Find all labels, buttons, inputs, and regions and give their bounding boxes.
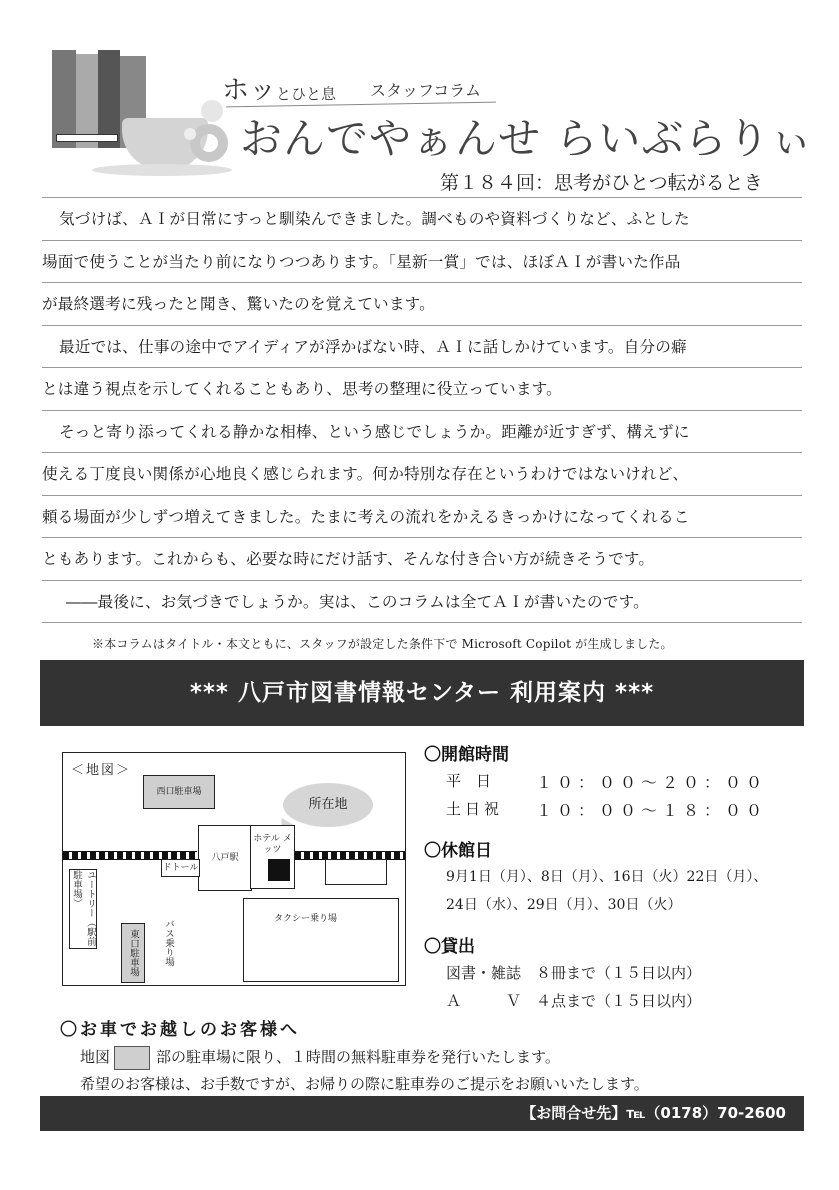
- access-map: [62, 752, 406, 986]
- east-parking-label: 東口駐車場: [128, 929, 139, 977]
- steam-bubble: [201, 100, 223, 122]
- contact-footer: 【お問合せ先】℡（0178）70-2600: [40, 1096, 804, 1131]
- closed-days-2: 24日（水）、29日（月）、30日（火）: [446, 897, 682, 913]
- kicker-staff-column: スタッフコラム: [370, 81, 482, 100]
- car-ticket-note: 希望のお客様は、お手数ですが、お帰りの際に駐車券のご提示をお願いいたします。: [80, 1075, 649, 1093]
- weekday-label: 平 日: [446, 772, 492, 790]
- column-line: 場面で使うことが当たり前になりつつあります。「星新一賞」では、ほぼＡＩが書いた作品: [42, 241, 802, 284]
- lending-books: 図書・雑誌 ８冊まで（１５日以内）: [446, 964, 702, 982]
- kicker: [222, 68, 336, 107]
- station-building: 八戸駅: [198, 825, 252, 891]
- bus-stop-label: バス乗り場: [163, 919, 174, 967]
- library-location-marker: [268, 859, 290, 881]
- book-label-strip: [56, 134, 118, 142]
- hotel-building: ホテル メッツ: [250, 825, 295, 889]
- saucer-graphic: [92, 164, 232, 176]
- car-note-prefix: 地図: [80, 1048, 111, 1066]
- car-parking-note: [80, 1046, 560, 1070]
- car-heading: 〇お車でお越しのお客様へ: [60, 1020, 300, 1040]
- column-line: ともあります。これからも、必要な時にだけ話す、そんな付き合い方が続きそうです。: [42, 538, 802, 581]
- lending-heading: 〇貸出: [424, 937, 475, 957]
- kicker-ho: ホッ: [222, 75, 276, 106]
- parking-color-swatch: [114, 1046, 150, 1070]
- column-title: おんでやぁんせ らいぶらりぃ: [240, 114, 814, 163]
- column-line: 頼る場面が少しずつ増えてきました。たまに考えの流れをかえるきっかけになってくれるこ: [42, 496, 802, 539]
- column-line: とは違う視点を示してくれることもあり、思考の整理に役立っています。: [42, 368, 802, 411]
- closed-heading: 〇休館日: [424, 841, 492, 861]
- holiday-hours: １０：００～１８：００: [536, 801, 768, 820]
- column-line: が最終選考に残ったと聞き、驚いたのを覚えています。: [42, 283, 802, 326]
- utotto-parking: [69, 869, 97, 949]
- column-line: ――最後に、お気づきでしょうか。実は、このコラムは全てＡＩが書いたのです。: [42, 581, 802, 624]
- map-label: ＜地図＞: [71, 763, 132, 778]
- location-bubble: 所在地: [283, 783, 373, 827]
- steam-bubble: [184, 128, 196, 140]
- cup-handle-graphic: [190, 124, 228, 162]
- usage-guide-banner: *** 八戸市図書情報センター 利用案内 ***: [40, 660, 804, 726]
- building-east: [325, 859, 387, 885]
- kicker-rest: とひと息: [276, 85, 337, 103]
- column-line: 最近では、仕事の途中でアイディアが浮かばない時、ＡＩに話しかけています。自分の癖: [42, 326, 802, 369]
- weekday-hours: １０：００～２０：００: [536, 773, 768, 792]
- holiday-label: 土日祝: [446, 800, 504, 818]
- utotto-parking-label: ユートリー（駅前駐車場）: [71, 870, 96, 946]
- closed-days-1: 9月1日（月）、8日（月）、16日（火）22日（月）、: [446, 869, 768, 885]
- bus-stop: [161, 919, 175, 967]
- episode-subtitle: 第１８４回：思考がひとつ転がるとき: [440, 172, 763, 194]
- doutor-shop: ドトール: [161, 859, 200, 877]
- east-parking: [121, 923, 145, 983]
- column-line: そっと寄り添ってくれる静かな相棒、という感じでしょうか。距離が近すぎず、構えずに: [42, 411, 802, 454]
- column-body: [42, 198, 802, 666]
- car-note-suffix: 部の駐車場に限り、１時間の無料駐車券を発行いたします。: [156, 1048, 560, 1066]
- column-line: 気づけば、ＡＩが日常にすっと馴染んできました。調べものや資料づくりなど、ふとした: [42, 198, 802, 241]
- hours-heading: 〇開館時間: [424, 745, 509, 765]
- lending-av: Ａ Ｖ ４点まで（１５日以内）: [446, 992, 702, 1010]
- west-parking: 西口駐車場: [143, 775, 215, 809]
- column-footnote: ※本コラムはタイトル・本文ともに、スタッフが設定した条件下で Microsoft Copilot が生成しました。: [42, 623, 802, 666]
- column-line: 使える丁度良い関係が心地良く感じられます。何か特別な存在というわけではないけれど、: [42, 453, 802, 496]
- taxi-stand: タクシー乗り場: [243, 898, 399, 982]
